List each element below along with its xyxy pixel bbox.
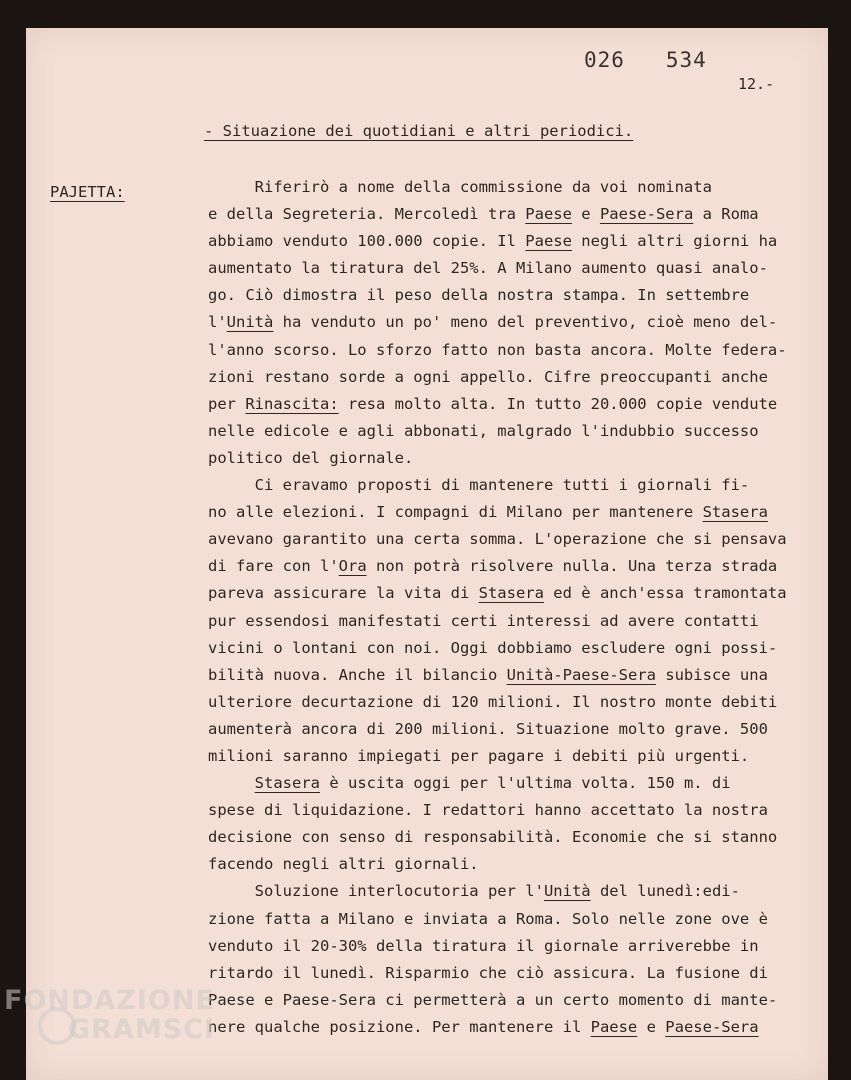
watermark-line-1: FONDAZIONE bbox=[4, 985, 215, 1016]
text-line bbox=[208, 174, 818, 201]
text-segment: l'anno scorso. Lo sforzo fatto non basta ancora. Molte federa- bbox=[208, 340, 787, 359]
paragraph bbox=[208, 472, 818, 770]
text-line bbox=[208, 418, 818, 445]
underlined-title: Unità bbox=[543, 882, 591, 901]
text-segment: Paese e Paese-Sera ci permetterà a un certo momento di mante- bbox=[208, 990, 778, 1009]
text-line bbox=[208, 987, 818, 1014]
text-segment: ed è anch'essa tramontata bbox=[543, 584, 787, 603]
text-segment: l' bbox=[208, 313, 227, 332]
text-segment: facendo negli altri giornali. bbox=[208, 855, 479, 874]
text-segment: subisce una bbox=[655, 665, 768, 684]
underlined-title: Paese bbox=[525, 205, 572, 224]
underlined-title: Stasera bbox=[702, 503, 768, 522]
text-segment: avevano garantito una certa somma. L'operazione che si pensava bbox=[208, 530, 787, 549]
underlined-title: Unità-Paese-Sera bbox=[506, 665, 656, 684]
underlined-title: Rinascita: bbox=[245, 394, 339, 413]
paragraph bbox=[208, 878, 818, 1041]
text-line bbox=[208, 960, 818, 987]
text-segment: ulteriore decurtazione di 120 milioni. Il nostro monte debiti bbox=[208, 692, 778, 711]
text-segment: del lunedì:edi- bbox=[590, 882, 740, 901]
text-segment: e bbox=[571, 205, 600, 224]
text-segment: zioni restano sorde a ogni appello. Cifre preoccupanti anche bbox=[208, 367, 768, 386]
text-line bbox=[208, 743, 818, 770]
body-text bbox=[208, 174, 818, 1041]
text-segment: aumenterà ancora di 200 milioni. Situazione molto grave. 500 bbox=[208, 719, 768, 738]
text-segment: nelle edicole e agli abbonati, malgrado l'indubbio successo bbox=[208, 421, 759, 440]
text-segment: Ci eravamo proposti di mantenere tutti i giornali fi- bbox=[208, 476, 750, 495]
text-line bbox=[208, 878, 818, 905]
text-line bbox=[208, 933, 818, 960]
text-segment: e bbox=[637, 1017, 666, 1036]
text-line bbox=[208, 472, 818, 499]
text-segment: vicini o lontani con noi. Oggi dobbiamo escludere ogni possi- bbox=[208, 638, 778, 657]
paragraph bbox=[208, 770, 818, 878]
text-line bbox=[208, 770, 818, 797]
text-segment: negli altri giorni ha bbox=[571, 232, 778, 251]
watermark-line-2: GRAMSCI bbox=[68, 1014, 216, 1045]
text-segment: milioni saranno impiegati per pagare i debiti più urgenti. bbox=[208, 746, 750, 765]
text-line bbox=[208, 282, 818, 309]
document-page bbox=[26, 28, 828, 1080]
text-segment: aumentato la tiratura del 25%. A Milano aumento quasi analo- bbox=[208, 259, 768, 278]
underlined-title: Paese-Sera bbox=[665, 1017, 759, 1036]
text-segment: di fare con l' bbox=[208, 557, 339, 576]
text-line bbox=[208, 635, 818, 662]
speaker-label: PAJETTA: bbox=[50, 183, 125, 201]
paragraph bbox=[208, 174, 818, 472]
text-line bbox=[208, 337, 818, 364]
text-line bbox=[208, 364, 818, 391]
text-line bbox=[208, 797, 818, 824]
text-line bbox=[208, 608, 818, 635]
text-segment: politico del giornale. bbox=[208, 448, 414, 467]
underlined-title: Unità bbox=[226, 313, 274, 332]
text-segment: nere qualche posizione. Per mantenere il bbox=[208, 1017, 591, 1036]
text-segment: pur essendosi manifestati certi interessi ad avere contatti bbox=[208, 611, 759, 630]
text-line bbox=[208, 201, 818, 228]
text-line bbox=[208, 309, 818, 336]
text-segment: ritardo il lunedì. Risparmio che ciò assicura. La fusione di bbox=[208, 963, 768, 982]
text-segment: bilità nuova. Anche il bilancio bbox=[208, 665, 507, 684]
text-line bbox=[208, 526, 818, 553]
text-segment: è uscita oggi per l'ultima volta. 150 m. di bbox=[320, 774, 731, 793]
text-segment: zione fatta a Milano e inviata a Roma. Solo nelle zone ove è bbox=[208, 909, 768, 928]
underlined-title: Stasera bbox=[254, 774, 320, 793]
text-line bbox=[208, 851, 818, 878]
text-segment: e della Segreteria. Mercoledì tra bbox=[208, 205, 526, 224]
text-segment: ha venduto un po' meno del preventivo, cioè meno del- bbox=[273, 313, 778, 332]
text-segment: Riferirò a nome della commissione da voi nominata bbox=[208, 178, 712, 196]
text-segment: non potrà risolvere nulla. Una terza strada bbox=[366, 557, 778, 576]
text-segment: no alle elezioni. I compagni di Milano per mantenere bbox=[208, 503, 703, 522]
text-segment: resa molto alta. In tutto 20.000 copie vendute bbox=[338, 394, 778, 413]
text-line bbox=[208, 391, 818, 418]
underlined-title: Stasera bbox=[478, 584, 544, 603]
text-line bbox=[208, 228, 818, 255]
text-segment: go. Ciò dimostra il peso della nostra stampa. In settembre bbox=[208, 286, 750, 305]
text-segment: a Roma bbox=[693, 205, 759, 224]
text-line bbox=[208, 553, 818, 580]
text-line bbox=[208, 1014, 818, 1041]
underlined-title: Ora bbox=[338, 557, 367, 576]
underlined-title: Paese-Sera bbox=[599, 205, 694, 224]
text-segment bbox=[208, 774, 255, 792]
text-line bbox=[208, 906, 818, 933]
text-segment: venduto il 20-30% della tiratura il giornale arriverebbe in bbox=[208, 936, 759, 955]
fondazione-gramsci-watermark bbox=[4, 985, 216, 1045]
page-number: 12.- bbox=[738, 75, 775, 93]
text-segment: decisione con senso di responsabilità. Economie che si stanno bbox=[208, 828, 778, 847]
document-number: 026 534 bbox=[584, 48, 707, 72]
text-line bbox=[208, 716, 818, 743]
text-segment: Soluzione interlocutoria per l' bbox=[208, 882, 544, 901]
text-line bbox=[208, 445, 818, 472]
underlined-title: Paese bbox=[590, 1017, 638, 1036]
text-line bbox=[208, 689, 818, 716]
text-segment: per bbox=[208, 394, 246, 413]
text-line bbox=[208, 499, 818, 526]
text-line bbox=[208, 662, 818, 689]
underlined-title: Paese bbox=[525, 232, 572, 251]
text-segment: pareva assicurare la vita di bbox=[208, 584, 479, 603]
text-segment: abbiamo venduto 100.000 copie. Il bbox=[208, 232, 526, 251]
text-line bbox=[208, 580, 818, 607]
text-line bbox=[208, 824, 818, 851]
section-title: - Situazione dei quotidiani e altri periodici. bbox=[204, 122, 634, 140]
text-segment: spese di liquidazione. I redattori hanno accettato la nostra bbox=[208, 801, 768, 820]
text-line bbox=[208, 255, 818, 282]
